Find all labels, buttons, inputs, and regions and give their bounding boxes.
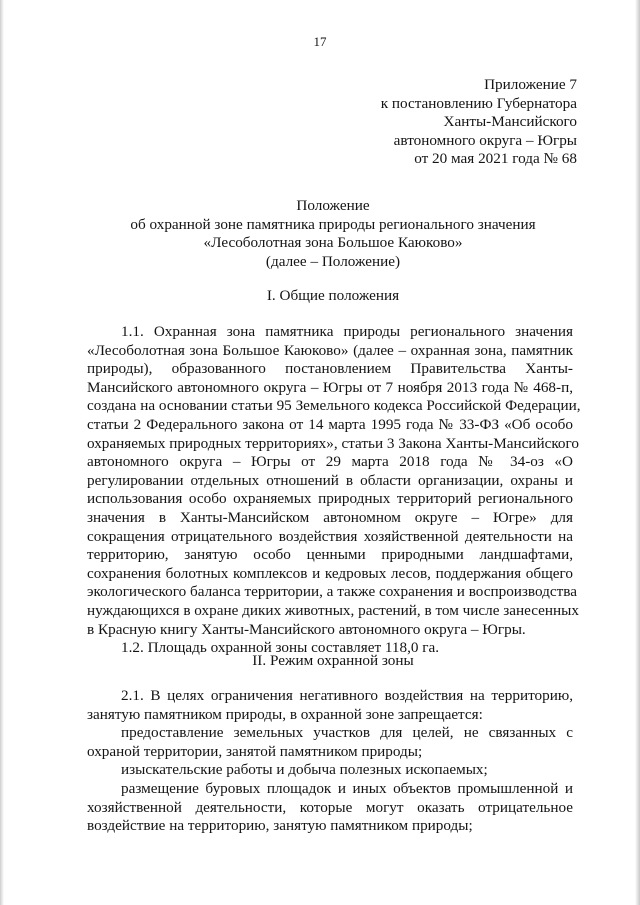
text-line: охраняемых природных территориях», статьи 3 Закона Ханты-Мансийского xyxy=(87,434,579,452)
text-line: изыскательские работы и добыча полезных ископаемых; xyxy=(121,761,488,779)
scan-edge-right xyxy=(635,0,640,905)
text-line: 1.2. Площадь охранной зоны составляет 118,0 га. xyxy=(121,639,440,657)
text-line: занятую памятником природы, в охранной зоне запрещается: xyxy=(87,705,483,723)
annex-line: автономного округа – Югры xyxy=(393,131,577,149)
scan-edge-left xyxy=(0,0,4,905)
text-line: территорию, занятую особо ценными природными ландшафтами, xyxy=(87,546,573,564)
text-line: Мансийского автономного округа – Югры от 7 ноября 2013 года № 468-п, xyxy=(87,378,573,396)
text-line: в Красную книгу Ханты-Мансийского автономного округа – Югры. xyxy=(87,620,526,638)
text-line: размещение буровых площадок и иных объектов промышленной и xyxy=(121,779,573,797)
paragraph-2-1 xyxy=(87,687,573,724)
text-line: значения в Ханты-Мансийском автономном округе – Югре» для xyxy=(87,508,573,526)
text-line: предоставление земельных участков для целей, не связанных с xyxy=(121,724,573,742)
paragraph-1-1 xyxy=(87,323,581,639)
text-line: воздействие на территорию, занятую памятником природы; xyxy=(87,817,473,835)
text-line: хозяйственной деятельности, которые могут оказать отрицательное xyxy=(87,798,573,816)
list-item xyxy=(87,761,573,780)
annex-line: Приложение 7 xyxy=(484,76,577,93)
section-general-body xyxy=(87,323,581,658)
text-line: природы), образованного постановлением Правительства Ханты- xyxy=(87,360,573,378)
text-line: регулировании отдельных отношений в области организации, охраны и xyxy=(87,471,573,489)
text-line: «Лесоболотная зона Большое Каюково» (далее – охранная зона, памятник xyxy=(87,341,573,359)
title-line: «Лесоболотная зона Большое Каюково» xyxy=(203,234,463,251)
text-line: нуждающихся в охране диких животных, растений, в том числе занесенных xyxy=(87,601,579,619)
page-number: 17 xyxy=(313,34,327,49)
title-line: об охранной зоне памятника природы регионального значения xyxy=(130,215,536,233)
text-line: экологического баланса территории, а также сохранения и воспроизводства xyxy=(87,583,577,601)
annex-line: Ханты-Мансийского xyxy=(443,113,577,130)
document-title xyxy=(60,197,606,271)
text-line: сокращения отрицательного воздействия хозяйственной деятельности на xyxy=(87,527,573,545)
list-item xyxy=(87,724,573,761)
section-regime-body xyxy=(87,687,573,836)
text-line: автономного округа – Югры от 29 марта 2018 года № 34-оз «О xyxy=(87,453,573,471)
text-line: статьи 2 Федерального закона от 14 марта 1995 года № 33-ФЗ «Об особо xyxy=(87,415,573,433)
text-line: создана на основании статьи 95 Земельного кодекса Российской Федерации, xyxy=(87,397,581,415)
section-heading-regime: II. Режим охранной зоны xyxy=(252,652,414,669)
text-line: сохранения болотных комплексов и кедровых лесов, поддержания общего xyxy=(87,564,573,582)
annex-header xyxy=(381,76,577,169)
list-item xyxy=(87,780,573,836)
text-line: 2.1. В целях ограничения негативного воздействия на территорию, xyxy=(121,687,573,704)
title-line: Положение xyxy=(296,197,370,214)
text-line: 1.1. Охранная зона памятника природы регионального значения xyxy=(121,323,573,340)
annex-line: к постановлению Губернатора xyxy=(380,94,577,112)
text-line: использования особо охраняемых природных территорий регионального xyxy=(87,490,573,508)
text-line: охраной территории, занятой памятником природы; xyxy=(87,742,423,760)
annex-line: от 20 мая 2021 года № 68 xyxy=(414,150,577,167)
title-line: (далее – Положение) xyxy=(265,252,401,270)
section-heading-general: I. Общие положения xyxy=(266,287,400,304)
